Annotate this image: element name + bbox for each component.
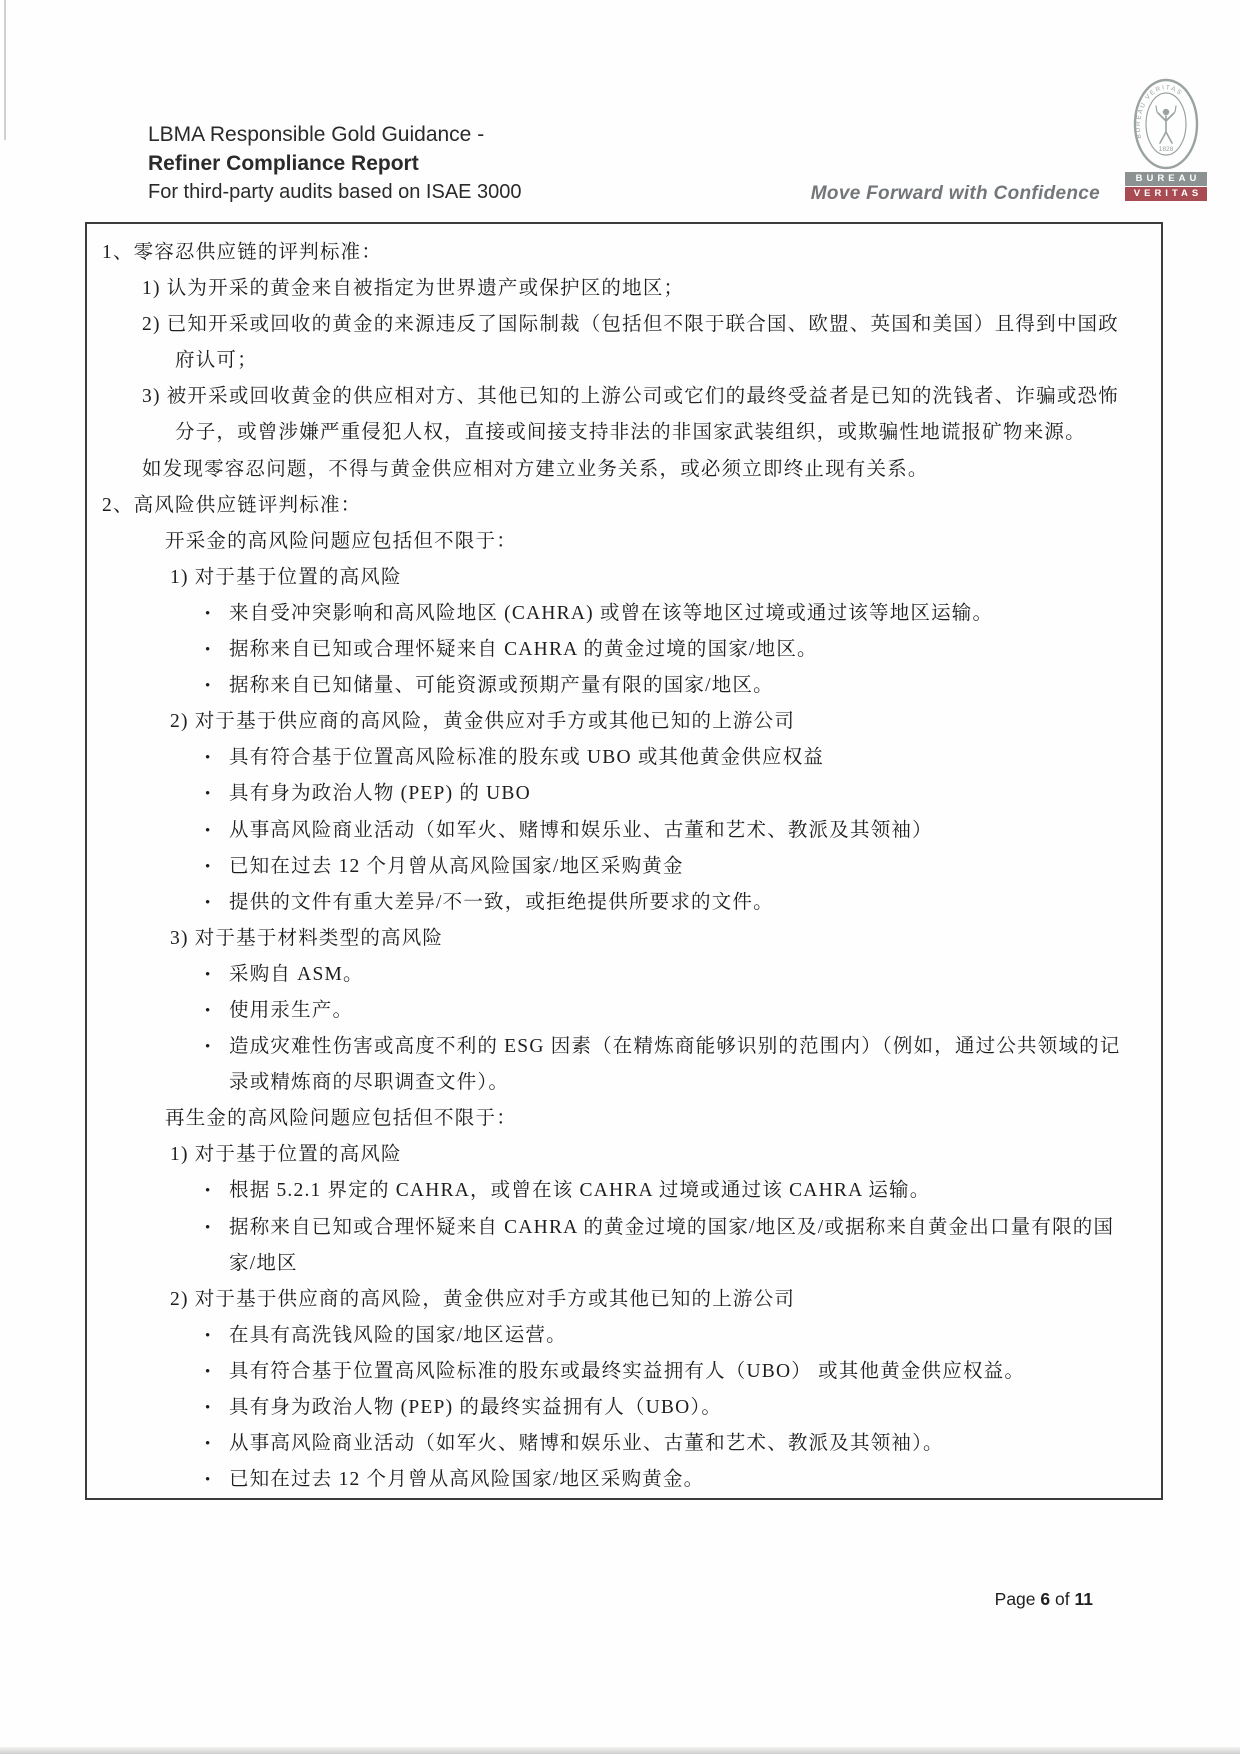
report-title-line2: Refiner Compliance Report — [148, 152, 419, 175]
doc-bullet-line — [87, 740, 1161, 776]
bullet-icon: • — [205, 1363, 212, 1380]
doc-bullet-line — [87, 632, 1161, 668]
footer-page-word: Page — [994, 1589, 1036, 1609]
doc-line-text: 据称来自已知或合理怀疑来自 CAHRA 的黄金过境的国家/地区及/或据称来自黄金出口量有限的国 — [229, 1216, 1115, 1238]
doc-line-text: 已知在过去 12 个月曾从高风险国家/地区采购黄金 — [229, 855, 684, 877]
bureau-veritas-emblem-icon — [1133, 78, 1199, 170]
bullet-icon: • — [205, 750, 212, 767]
logo-word-bureau: BUREAU — [1125, 172, 1207, 186]
page-footer — [995, 1589, 1093, 1610]
doc-line: 再生金的高风险问题应包括但不限于： — [165, 1108, 517, 1130]
doc-bullet-line — [87, 885, 1161, 921]
doc-line-text: 来自受冲突影响和高风险地区 (CAHRA) 或曾在该等地区过境或通过该等地区运输。 — [229, 602, 994, 624]
doc-bullet-line — [87, 849, 1161, 885]
doc-line: 如发现零容忍问题，不得与黄金供应相对方建立业务关系，或必须立即终止现有关系。 — [142, 458, 929, 480]
bullet-icon: • — [205, 786, 212, 803]
bullet-icon: • — [205, 1219, 212, 1236]
doc-line: 府认可； — [175, 350, 258, 372]
logo-word-veritas: VERITAS — [1125, 187, 1207, 201]
doc-line: 1、零容忍供应链的评判标准： — [102, 242, 383, 263]
doc-line-text: 在具有高洗钱风险的国家/地区运营。 — [229, 1324, 567, 1346]
svg-text:BUREAU VERITAS: BUREAU VERITAS — [1134, 84, 1184, 139]
doc-line: 2) 已知开采或回收的黄金的来源违反了国际制裁（包括但不限于联合国、欧盟、英国和美国）且得到中国政 — [142, 314, 1119, 336]
bullet-icon: • — [205, 858, 212, 875]
doc-bullet-line — [87, 776, 1161, 812]
doc-bullet-line — [87, 813, 1161, 849]
doc-line: 开采金的高风险问题应包括但不限于： — [165, 530, 517, 552]
doc-line: 1) 对于基于位置的高风险 — [170, 566, 402, 588]
doc-line: 3) 对于基于材料类型的高风险 — [170, 927, 444, 949]
bullet-icon: • — [205, 1400, 212, 1416]
bullet-icon: • — [205, 822, 212, 839]
bullet-icon: • — [205, 1436, 212, 1453]
doc-bullet-line — [87, 1318, 1161, 1354]
footer-page-number: 6 — [1040, 1589, 1051, 1609]
doc-line: 1) 对于基于位置的高风险 — [170, 1144, 402, 1166]
bullet-icon: • — [205, 894, 212, 911]
doc-bullet-line — [87, 1173, 1161, 1209]
document-lines — [87, 224, 1161, 1498]
footer-of-word: of — [1055, 1589, 1070, 1609]
doc-line: 2) 对于基于供应商的高风险，黄金供应对手方或其他已知的上游公司 — [170, 1288, 796, 1310]
doc-line: 3) 被开采或回收黄金的供应相对方、其他已知的上游公司或它们的最终受益者是已知的洗钱者、诈骗或恐怖 — [142, 386, 1119, 408]
doc-line-text: 具有符合基于位置高风险标准的股东或 UBO 或其他黄金供应权益 — [229, 747, 825, 769]
bullet-icon: • — [205, 678, 212, 695]
brand-tagline: Move Forward with Confidence — [810, 183, 1100, 204]
doc-line-text: 根据 5.2.1 界定的 CAHRA，或曾在该 CAHRA 过境或通过该 CAHRA 运输。 — [229, 1180, 931, 1202]
bullet-icon: • — [205, 642, 212, 659]
doc-line-text: 从事高风险商业活动（如军火、赌博和娱乐业、古董和艺术、教派及其领袖）。 — [229, 1433, 944, 1455]
bullet-icon: • — [205, 966, 212, 983]
doc-bullet-line — [87, 1390, 1161, 1426]
bullet-icon: • — [205, 605, 212, 622]
bullet-icon: • — [205, 1002, 212, 1019]
doc-bullet-line — [87, 1426, 1161, 1462]
doc-line-text: 据称来自已知储量、可能资源或预期产量有限的国家/地区。 — [229, 675, 774, 697]
doc-line: 分子，或曾涉嫌严重侵犯人权，直接或间接支持非法的非国家武装组织，或欺骗性地谎报矿物来源。 — [175, 422, 1086, 444]
doc-line-text: 具有符合基于位置高风险标准的股东或最终实益拥有人（UBO） 或其他黄金供应权益。 — [229, 1360, 1026, 1382]
doc-line-text: 已知在过去 12 个月曾从高风险国家/地区采购黄金。 — [229, 1469, 705, 1491]
doc-line: 2) 对于基于供应商的高风险，黄金供应对手方或其他已知的上游公司 — [170, 711, 796, 733]
doc-bullet-line — [87, 596, 1161, 632]
doc-bullet-line — [87, 1354, 1161, 1390]
bullet-icon: • — [205, 1327, 212, 1344]
doc-line-text: 提供的文件有重大差异/不一致，或拒绝提供所要求的文件。 — [229, 891, 774, 913]
scan-edge-artifact — [4, 0, 6, 140]
report-title-line1: LBMA Responsible Gold Guidance - — [148, 123, 485, 146]
doc-line-text: 使用汞生产。 — [229, 999, 354, 1021]
bureau-veritas-logo — [1125, 78, 1207, 201]
doc-line-text: 具有身为政治人物 (PEP) 的 UBO — [229, 783, 531, 805]
doc-line-text: 造成灾难性伤害或高度不利的 ESG 因素（在精炼商能够识别的范围内）（例如，通过公共领域的记 — [229, 1036, 1121, 1058]
bullet-icon: • — [205, 1039, 212, 1056]
doc-bullet-line — [87, 1210, 1161, 1246]
doc-line: 2、高风险供应链评判标准： — [102, 494, 362, 516]
doc-line-text: 具有身为政治人物 (PEP) 的最终实益拥有人（UBO）。 — [229, 1397, 723, 1418]
bullet-icon: • — [205, 1472, 212, 1489]
footer-page-total: 11 — [1074, 1589, 1093, 1609]
doc-line: 家/地区 — [229, 1252, 298, 1274]
doc-bullet-line — [87, 957, 1161, 993]
doc-line: 录或精炼商的尽职调查文件）。 — [229, 1072, 510, 1094]
doc-bullet-line — [87, 1029, 1161, 1065]
bullet-icon: • — [205, 1183, 212, 1200]
doc-bullet-line — [87, 668, 1161, 704]
doc-line-text: 采购自 ASM。 — [229, 963, 364, 985]
scan-bottom-band — [0, 1747, 1240, 1754]
doc-bullet-line — [87, 993, 1161, 1029]
report-header — [148, 120, 522, 207]
doc-line-text: 据称来自已知或合理怀疑来自 CAHRA 的黄金过境的国家/地区。 — [229, 639, 818, 661]
svg-text:1828: 1828 — [1158, 146, 1174, 153]
compliance-criteria-box — [85, 222, 1163, 1500]
doc-line-text: 从事高风险商业活动（如军火、赌博和娱乐业、古董和艺术、教派及其领袖） — [229, 819, 933, 841]
doc-line: 1) 认为开采的黄金来自被指定为世界遗产或保护区的地区； — [142, 278, 685, 300]
doc-bullet-line — [87, 1462, 1161, 1498]
report-title-line3: For third-party audits based on ISAE 3000 — [148, 181, 522, 203]
